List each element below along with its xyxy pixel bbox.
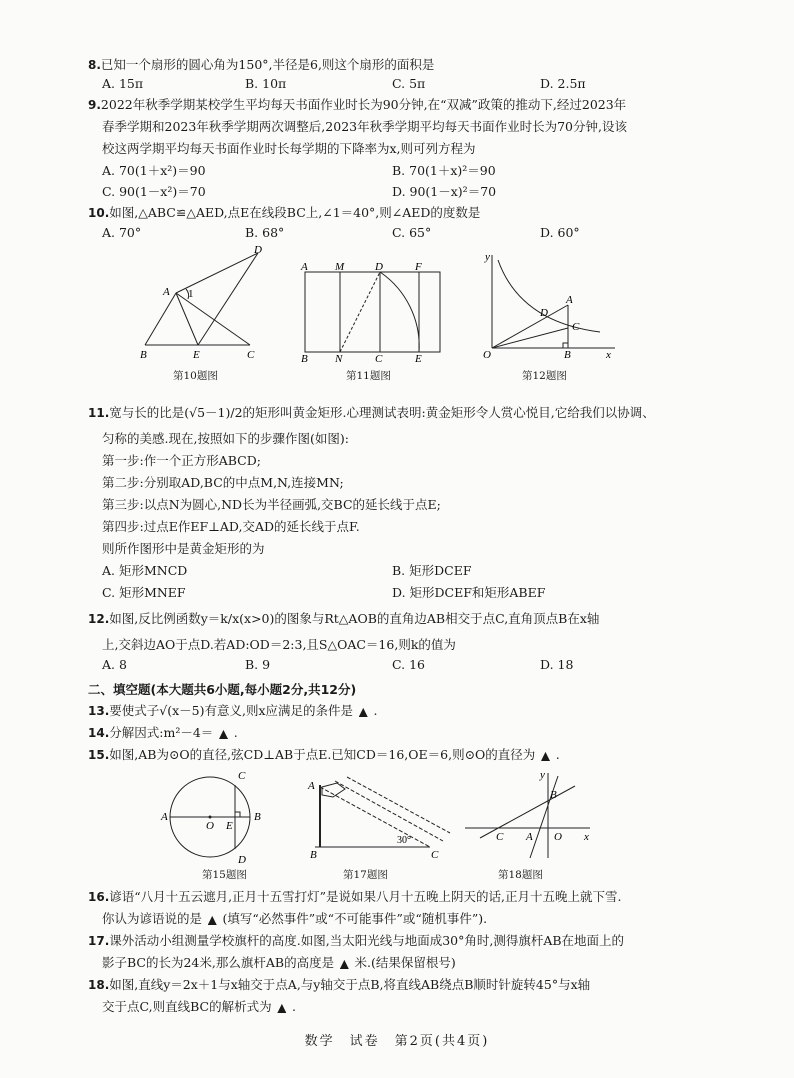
- answer-blank-13: ▲: [359, 705, 368, 718]
- caption-fig17: 第17题图: [343, 869, 388, 881]
- question-17-line1: 17.课外活动小组测量学校旗杆的高度.如图,当太阳光线与地面成30°角时,测得旗杆AB在地面上的: [88, 933, 625, 948]
- fig12-label-b: B: [564, 349, 571, 360]
- question-11-line7: 则所作图形中是黄金矩形的为: [102, 541, 265, 556]
- fig12-label-a: A: [566, 294, 573, 306]
- fig12-label-o: O: [483, 349, 491, 360]
- fig12-label-x: x: [606, 349, 611, 360]
- fig10-label-b: B: [140, 349, 147, 361]
- fig15-label-o: O: [206, 820, 214, 832]
- fig17-label-30: 30°: [397, 835, 411, 846]
- fig17-label-c: C: [431, 849, 439, 860]
- q9-option-a: A. 70(1＋x²)＝90: [102, 163, 206, 178]
- q10-option-a: A. 70°: [102, 225, 142, 240]
- fig15-label-c: C: [238, 770, 246, 782]
- fig10-label-c: C: [247, 349, 255, 361]
- fig18-label-a: A: [526, 831, 533, 843]
- fig11-label-e: E: [415, 353, 422, 362]
- figure-11: [295, 262, 455, 362]
- figure-15: [160, 765, 270, 865]
- figure-12: [480, 250, 620, 360]
- fig15-label-d: D: [238, 854, 246, 865]
- fig15-label-a: A: [161, 811, 168, 823]
- question-15: 15.如图,AB为⊙O的直径,弦CD⊥AB于点E.已知CD＝16,OE＝6,则⊙O的直径为 ▲ .: [88, 746, 560, 765]
- fig15-label-b: B: [254, 811, 261, 823]
- caption-fig12: 第12题图: [522, 370, 567, 382]
- fig11-label-n: N: [335, 353, 343, 362]
- figure-18: [460, 768, 595, 863]
- fig17-label-a: A: [308, 780, 315, 792]
- q8-option-a: A. 15π: [102, 76, 144, 91]
- answer-blank-14: ▲: [219, 727, 228, 740]
- fig12-label-c: C: [572, 321, 580, 333]
- q12-option-c: C. 16: [392, 657, 425, 672]
- answer-blank-16: ▲: [208, 913, 217, 926]
- fig18-label-c: C: [496, 831, 504, 843]
- question-12-line1: 12.如图,反比例函数y＝k/x(x>0)的图象与Rt△AOB的直角边AB相交于点C,直角顶点B在x轴: [88, 611, 600, 626]
- figure-17: [305, 775, 455, 860]
- q8-option-b: B. 10π: [245, 76, 287, 91]
- caption-fig18: 第18题图: [498, 869, 543, 881]
- fig18-label-b: B: [550, 789, 557, 801]
- q9-option-c: C. 90(1－x²)＝70: [102, 184, 206, 199]
- caption-fig11: 第11题图: [346, 370, 391, 382]
- fig10-label-a: A: [163, 286, 170, 298]
- question-8-stem: 已知一个扇形的圆心角为150°,半径是6,则这个扇形的面积是: [100, 57, 435, 72]
- fig12-label-d: D: [540, 307, 548, 319]
- question-9-line2: 春季学期和2023年秋季学期两次调整后,2023年秋季学期平均每天书面作业时长为70分钟,设该: [102, 119, 627, 134]
- question-11-step1: 第一步:作一个正方形ABCD;: [102, 453, 261, 468]
- fig11-label-f: F: [415, 262, 422, 273]
- fig17-label-b: B: [310, 849, 317, 860]
- question-16-line1: 16.谚语“八月十五云遮月,正月十五雪打灯”是说如果八月十五晚上阴天的话,正月十五晚上就下雪.: [88, 889, 622, 904]
- answer-blank-18: ▲: [277, 1001, 287, 1014]
- fig18-label-x: x: [584, 831, 589, 843]
- question-9-line3: 校这两学期平均每天书面作业时长每学期的下降率为x,则可列方程为: [102, 141, 476, 156]
- fig11-label-c: C: [375, 353, 383, 362]
- fig10-label-1: 1: [188, 288, 194, 300]
- page-footer: 数学 试卷 第2页(共4页): [304, 1034, 490, 1049]
- q8-option-c: C. 5π: [392, 76, 426, 91]
- question-12-line2: 上,交斜边AO于点D.若AD:OD＝2:3,且S△OAC＝16,则k的值为: [102, 637, 456, 652]
- question-11-step2: 第二步:分别取AD,BC的中点M,N,连接MN;: [102, 475, 344, 490]
- fig10-label-d: D: [254, 245, 262, 256]
- q12-option-b: B. 9: [245, 657, 271, 672]
- q12-option-d: D. 18: [540, 657, 574, 672]
- question-16-line2: 你认为谚语说的是 ▲ (填写“必然事件”或“不可能事件”或“随机事件”).: [102, 910, 487, 929]
- fig11-label-b: B: [301, 353, 308, 362]
- q12-option-a: A. 8: [102, 657, 127, 672]
- question-8: 8.已知一个扇形的圆心角为150°,半径是6,则这个扇形的面积是: [88, 57, 435, 72]
- question-11-step4: 第四步:过点E作EF⊥AD,交AD的延长线于点F.: [102, 519, 360, 534]
- q11-option-c: C. 矩形MNEF: [102, 585, 186, 600]
- q9-option-d: D. 90(1－x)²＝70: [392, 184, 497, 199]
- q10-option-b: B. 68°: [245, 225, 285, 240]
- q8-option-d: D. 2.5π: [540, 76, 586, 91]
- answer-blank-17: ▲: [340, 957, 349, 970]
- question-11-line2: 匀称的美感.现在,按照如下的步骤作图(如图):: [102, 431, 349, 446]
- question-17-line2: 影子BC的长为24米,那么旗杆AB的高度是 ▲ 米.(结果保留根号): [102, 954, 456, 973]
- question-9-line1: 9.2022年秋季学期某校学生平均每天书面作业时长为90分钟,在“双减”政策的推动下,经过2023年: [88, 97, 627, 112]
- fig18-label-o: O: [554, 831, 562, 843]
- q10-option-d: D. 60°: [540, 225, 580, 240]
- question-18-line2: 交于点C,则直线BC的解析式为 ▲ .: [102, 998, 296, 1017]
- q9-option-b: B. 70(1＋x)²＝90: [392, 163, 496, 178]
- question-13: 13.要使式子√(x－5)有意义,则x应满足的条件是 ▲ .: [88, 702, 377, 721]
- caption-fig10: 第10题图: [173, 370, 218, 382]
- section-2-title: 二、填空题(本大题共6小题,每小题2分,共12分): [88, 682, 357, 697]
- q11-option-d: D. 矩形DCEF和矩形ABEF: [392, 585, 546, 600]
- fig11-label-d: D: [375, 262, 383, 273]
- fig12-label-y: y: [485, 251, 490, 263]
- question-18-line1: 18.如图,直线y＝2x＋1与x轴交于点A,与y轴交于点B,将直线AB绕点B顺时针旋转45°与x轴: [88, 977, 591, 992]
- question-11-line1: 11.宽与长的比是(√5－1)/2的矩形叫黄金矩形.心理测试表明:黄金矩形令人赏心悦目,它给我们以协调、: [88, 405, 655, 420]
- figure-10: [130, 245, 270, 365]
- question-14: 14.分解因式:m²－4＝ ▲ .: [88, 724, 238, 743]
- question-11-step3: 第三步:以点N为圆心,ND长为半径画弧,交BC的延长线于点E;: [102, 497, 441, 512]
- q10-option-c: C. 65°: [392, 225, 432, 240]
- fig10-label-e: E: [193, 349, 200, 361]
- fig11-label-a: A: [301, 262, 308, 273]
- answer-blank-15: ▲: [541, 749, 550, 762]
- fig15-label-e: E: [226, 820, 233, 832]
- q11-option-b: B. 矩形DCEF: [392, 563, 472, 578]
- q11-option-a: A. 矩形MNCD: [102, 563, 188, 578]
- caption-fig15: 第15题图: [202, 869, 247, 881]
- question-10: 10.如图,△ABC≌△AED,点E在线段BC上,∠1＝40°,则∠AED的度数是: [88, 205, 481, 220]
- fig11-label-m: M: [335, 262, 345, 273]
- fig18-label-y: y: [540, 769, 545, 781]
